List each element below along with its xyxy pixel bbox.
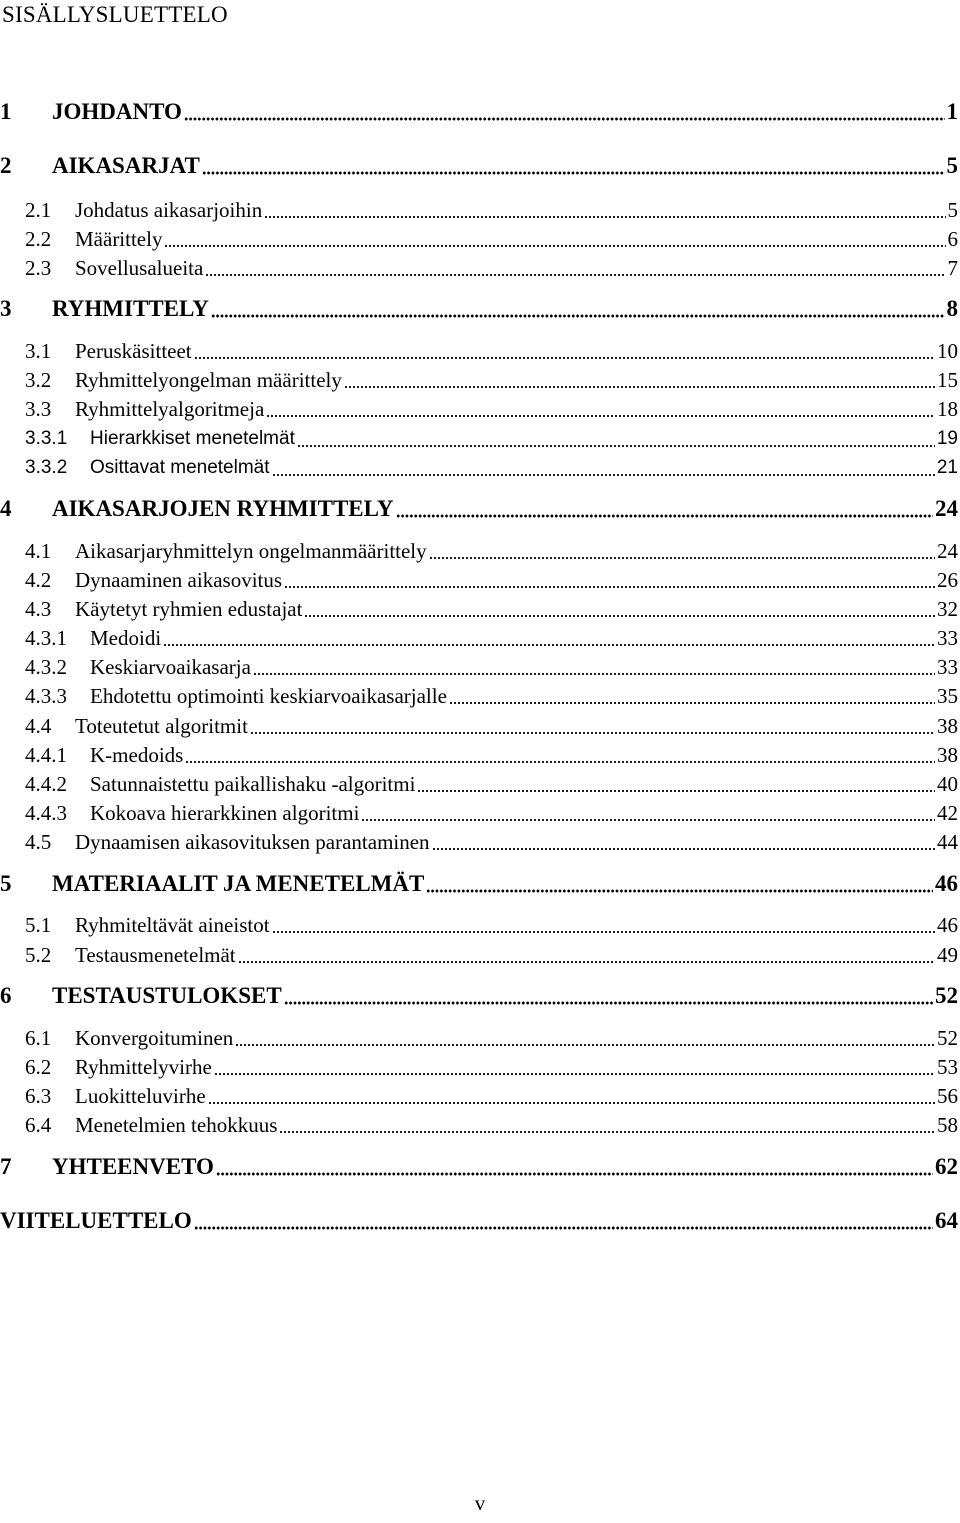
toc-entry-title: RYHMITTELY (52, 296, 209, 321)
toc-entry-page: 56 (937, 1084, 958, 1108)
toc-entry-title: TESTAUSTULOKSET (52, 983, 282, 1008)
toc-entry-title: Osittavat menetelmät (90, 457, 270, 478)
toc-entry-6[interactable] (0, 981, 958, 1011)
toc-entry-page: 7 (947, 256, 958, 280)
toc-entry-title: Ryhmittelyalgoritmeja (75, 397, 265, 421)
toc-dot-leader (266, 410, 935, 418)
toc-entry-title: MATERIAALIT JA MENETELMÄT (52, 871, 425, 896)
toc-entry-3-3-2[interactable] (0, 453, 958, 483)
toc-entry-title: YHTEENVETO (52, 1154, 214, 1179)
toc-entry-4-3-1[interactable] (0, 623, 958, 653)
toc-entry-number: 4.4.2 (25, 772, 67, 796)
toc-dot-leader (297, 440, 935, 448)
toc-entry-number: 6.2 (25, 1055, 52, 1079)
toc-entry-page: 53 (937, 1055, 958, 1079)
toc-entry-number: 4.4.3 (25, 801, 67, 825)
toc-entry-number: 4.1 (25, 539, 52, 563)
toc-dot-leader (429, 552, 935, 560)
toc-dot-leader (272, 926, 935, 934)
toc-entry-4-4[interactable] (0, 711, 958, 741)
toc-entry-page: 38 (937, 743, 958, 767)
toc-dot-leader (238, 956, 935, 964)
toc-entry-3-3-1[interactable] (0, 424, 958, 454)
toc-entry-page: 21 (936, 457, 958, 478)
toc-entry-number: 3.3 (25, 397, 52, 421)
toc-dot-leader (211, 310, 945, 318)
toc-entry-page: 8 (946, 296, 958, 321)
toc-entry-4-2[interactable] (0, 565, 958, 595)
toc-entry-7[interactable] (0, 1152, 958, 1182)
toc-entry-number: 4.2 (25, 568, 52, 592)
toc-entry-number: 4.4 (25, 714, 52, 738)
toc-entry-title: AIKASARJOJEN RYHMITTELY (52, 496, 394, 521)
toc-dot-leader (417, 785, 935, 793)
toc-dot-leader (304, 610, 935, 618)
toc-dot-leader (235, 1039, 935, 1047)
toc-entry-page: 5 (946, 153, 958, 178)
toc-entry-number: 4 (0, 496, 12, 521)
toc-dot-leader (432, 843, 935, 851)
toc-entry-3-1[interactable] (0, 336, 958, 366)
page-number: v (474, 1491, 486, 1515)
toc-entry-4[interactable] (0, 494, 958, 524)
toc-entry-title: Medoidi (90, 626, 162, 650)
toc-entry-title: Konvergoituminen (75, 1026, 234, 1050)
toc-entry-4-4-1[interactable] (0, 740, 958, 770)
toc-entry-number: 4.4.1 (25, 743, 67, 767)
toc-entry-page: 40 (937, 772, 958, 796)
toc-entry-number: 3.3.1 (25, 428, 68, 449)
toc-entry-number: 5 (0, 871, 12, 896)
toc-entry-number: 7 (0, 1154, 12, 1179)
toc-entry-number: 4.5 (25, 830, 52, 854)
toc-dot-leader (208, 1097, 935, 1105)
toc-heading: SISÄLLYSLUETTELO (2, 2, 228, 27)
toc-entry-3[interactable] (0, 294, 958, 324)
toc-dot-leader (164, 240, 945, 248)
toc-entry-page: 42 (937, 801, 958, 825)
toc-entry-title: AIKASARJAT (52, 153, 200, 178)
toc-entry-number: 3.1 (25, 339, 52, 363)
toc-entry-2[interactable] (0, 151, 958, 181)
toc-entry-number: 1 (0, 99, 12, 124)
toc-dot-leader (202, 167, 945, 175)
toc-entry-page: 5 (947, 198, 958, 222)
toc-entry-3-2[interactable] (0, 365, 958, 395)
toc-entry-4-4-3[interactable] (0, 798, 958, 828)
toc-entry-6-2[interactable] (0, 1052, 958, 1082)
toc-entry-title: Ryhmittelyongelman määrittely (75, 368, 342, 392)
toc-entry-number: 2.2 (25, 227, 52, 251)
toc-entry-title: Sovellusalueita (75, 256, 204, 280)
toc-dot-leader (163, 639, 935, 647)
toc-entry-page: 64 (935, 1208, 958, 1233)
toc-entry-page: 38 (937, 714, 958, 738)
toc-entry-number: 4.3.1 (25, 626, 67, 650)
toc-entry-2-2[interactable] (0, 224, 958, 254)
toc-entry-number: 2.1 (25, 198, 52, 222)
toc-entry-4-3-3[interactable] (0, 681, 958, 711)
toc-entry-number: 6.4 (25, 1113, 52, 1137)
toc-entry-title: Johdatus aikasarjoihin (75, 198, 263, 222)
toc-entry-page: 10 (937, 339, 958, 363)
toc-entry-page: 44 (937, 830, 958, 854)
toc-entry-page: 26 (937, 568, 958, 592)
toc-entry-title: Käytetyt ryhmien edustajat (75, 597, 303, 621)
toc-entry-4-1[interactable] (0, 536, 958, 566)
toc-entry-4-3[interactable] (0, 594, 958, 624)
toc-entry-6-3[interactable] (0, 1081, 958, 1111)
toc-entry-page: 35 (937, 684, 958, 708)
toc-dot-leader (185, 756, 935, 764)
toc-dot-leader (194, 352, 935, 360)
toc-entry-title: Määrittely (75, 227, 163, 251)
toc-entry-title: Ryhmittelyvirhe (75, 1055, 212, 1079)
toc-entry-title: Dynaamisen aikasovituksen parantaminen (75, 830, 430, 854)
toc-entry-4-5[interactable] (0, 827, 958, 857)
toc-entry-title: Testausmenetelmät (75, 943, 236, 967)
toc-entry-number: 5.1 (25, 913, 52, 937)
toc-dot-leader (216, 1168, 933, 1176)
toc-dot-leader (284, 997, 933, 1005)
toc-entry-3-3[interactable] (0, 394, 958, 424)
toc-entry-page: 58 (937, 1113, 958, 1137)
toc-entry-6-4[interactable] (0, 1110, 958, 1140)
toc-entry-title: Kokoava hierarkkinen algoritmi (90, 801, 360, 825)
toc-entry-2-3[interactable] (0, 253, 958, 283)
toc-entry-4-3-2[interactable] (0, 652, 958, 682)
toc-entry-page: 24 (935, 496, 958, 521)
toc-entry-5-2[interactable] (0, 940, 958, 970)
toc-entry-page: 6 (947, 227, 958, 251)
toc-entry-number: 3.2 (25, 368, 52, 392)
toc-entry-title: VIITELUETTELO (0, 1208, 192, 1233)
toc-dot-leader (449, 697, 935, 705)
toc-dot-leader (264, 211, 945, 219)
toc-entry-page: 49 (937, 943, 958, 967)
toc-entry-page: 52 (935, 983, 958, 1008)
toc-dot-leader (396, 510, 934, 518)
toc-entry-title: Keskiarvoaikasarja (90, 655, 251, 679)
toc-entry-title: Satunnaistettu paikallishaku -algoritmi (90, 772, 416, 796)
toc-dot-leader (344, 381, 935, 389)
toc-dot-leader (253, 668, 935, 676)
toc-dot-leader (284, 581, 935, 589)
toc-entry-number: 3 (0, 296, 12, 321)
toc-entry-number: 2 (0, 153, 12, 178)
toc-dot-leader (426, 885, 933, 893)
toc-entry-number: 5.2 (25, 943, 52, 967)
toc-dot-leader (194, 1222, 933, 1230)
toc-entry-number: 4.3.2 (25, 655, 67, 679)
toc-entry-page: 19 (936, 428, 958, 449)
toc-entry-title: Dynaaminen aikasovitus (75, 568, 283, 592)
toc-entry-page: 46 (937, 913, 958, 937)
toc-dot-leader (250, 727, 935, 735)
toc-entry-title: Luokitteluvirhe (75, 1084, 206, 1108)
toc-dot-leader (279, 1126, 935, 1134)
toc-entry-page: 52 (937, 1026, 958, 1050)
toc-entry-page: 33 (937, 655, 958, 679)
toc-entry-2-1[interactable] (0, 195, 958, 225)
toc-entry-page: 15 (937, 368, 958, 392)
toc-entry-number: 3.3.2 (25, 457, 68, 478)
toc-entry-viiteluettelo[interactable] (0, 1206, 958, 1236)
toc-entry-title: K-medoids (90, 743, 184, 767)
toc-entry-title: Aikasarjaryhmittelyn ongelmanmäärittely (75, 539, 427, 563)
toc-entry-number: 4.3 (25, 597, 52, 621)
toc-entry-title: Peruskäsitteet (75, 339, 192, 363)
toc-entry-page: 18 (937, 397, 958, 421)
toc-entry-4-4-2[interactable] (0, 769, 958, 799)
toc-entry-number: 6 (0, 983, 12, 1008)
toc-entry-title: Menetelmien tehokkuus (75, 1113, 278, 1137)
toc-entry-6-1[interactable] (0, 1023, 958, 1053)
toc-entry-number: 2.3 (25, 256, 52, 280)
toc-entry-title: Toteutetut algoritmit (75, 714, 248, 738)
toc-entry-title: Ehdotettu optimointi keskiarvoaikasarjalle (90, 684, 447, 708)
toc-entry-number: 6.3 (25, 1084, 52, 1108)
toc-entry-page: 62 (935, 1154, 958, 1179)
toc-dot-leader (205, 269, 945, 277)
toc-entry-page: 46 (935, 871, 958, 896)
toc-entry-title: Ryhmiteltävät aineistot (75, 913, 270, 937)
toc-dot-leader (184, 113, 945, 121)
toc-entry-title: Hierarkkiset menetelmät (90, 428, 295, 449)
toc-entry-title: JOHDANTO (52, 99, 182, 124)
toc-entry-1[interactable] (0, 97, 958, 127)
toc-entry-page: 33 (937, 626, 958, 650)
toc-entry-5[interactable] (0, 869, 958, 899)
toc-entry-page: 1 (946, 99, 958, 124)
toc-dot-leader (272, 469, 935, 477)
toc-entry-number: 4.3.3 (25, 684, 67, 708)
toc-entry-5-1[interactable] (0, 910, 958, 940)
toc-dot-leader (361, 814, 935, 822)
toc-dot-leader (214, 1068, 935, 1076)
toc-entry-page: 24 (937, 539, 958, 563)
toc-entry-page: 32 (937, 597, 958, 621)
toc-entry-number: 6.1 (25, 1026, 52, 1050)
